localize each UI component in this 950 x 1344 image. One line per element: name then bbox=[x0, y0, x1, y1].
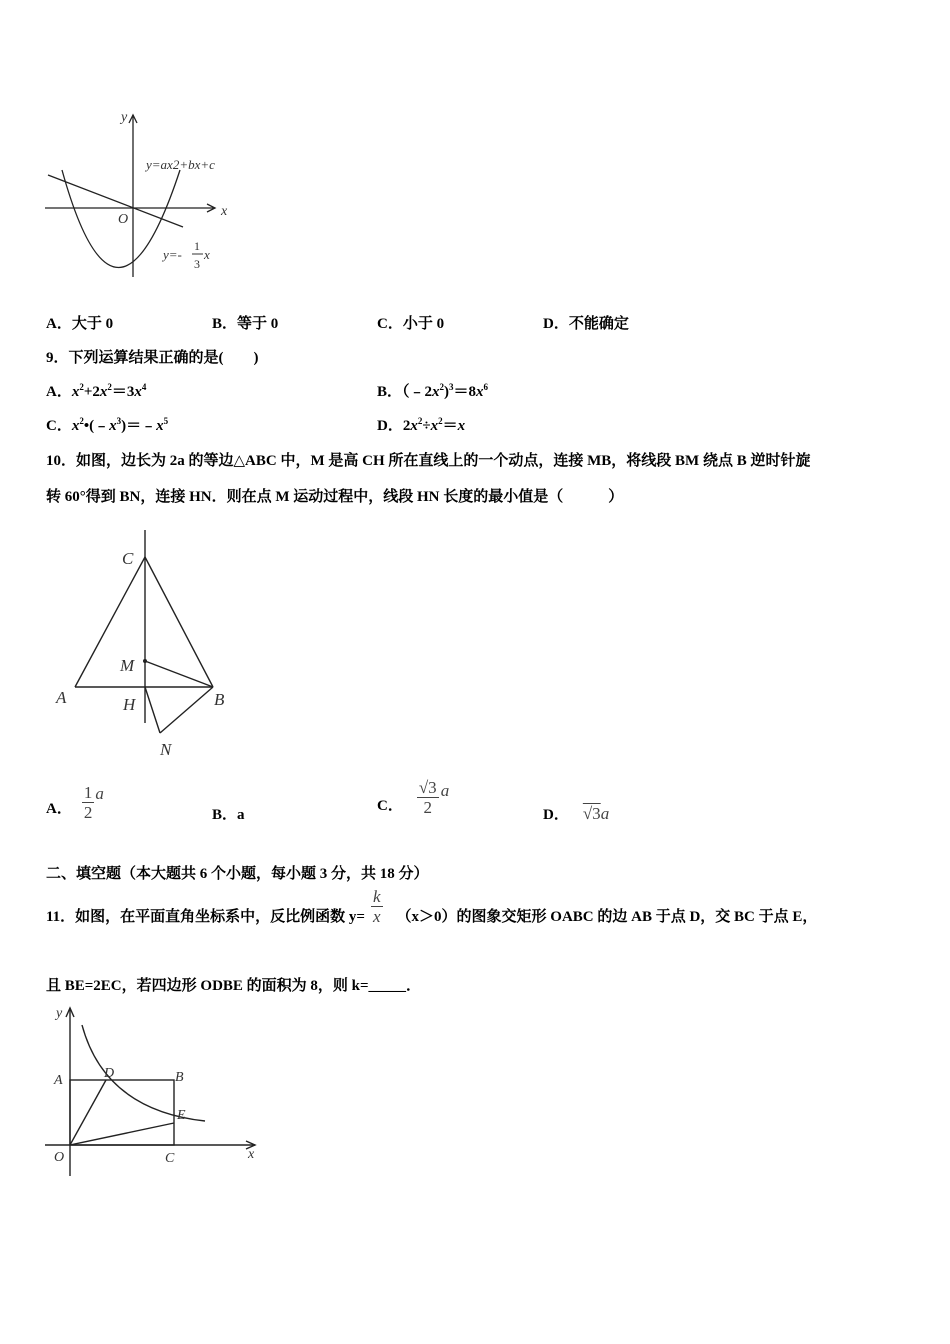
q11-label-e: E bbox=[177, 1108, 186, 1123]
q8-option-d[interactable]: D．不能确定 bbox=[543, 316, 629, 332]
q8-y-label: y bbox=[121, 110, 128, 125]
q10-point-m bbox=[143, 659, 147, 663]
q10-label-n: N bbox=[160, 740, 172, 759]
q9-stem: 9．下列运算结果正确的是( ) bbox=[46, 350, 259, 366]
q9-option-b[interactable]: B．$(﹣2x^2)^3=8x^6$ bbox=[377, 382, 489, 400]
q11-label-x: x bbox=[248, 1147, 255, 1162]
q9-option-d[interactable]: D．$2x^2\div x^2=x$ bbox=[377, 416, 466, 434]
q8-figure bbox=[40, 105, 245, 280]
q11-hyperbola bbox=[82, 1025, 205, 1121]
q8-parabola-label: y=ax2+bx+c bbox=[146, 157, 215, 172]
q8-line bbox=[48, 175, 183, 227]
q10-segment-hn bbox=[145, 687, 160, 733]
q10-label-b: B bbox=[214, 690, 225, 709]
q10-option-d[interactable]: D． √3a bbox=[543, 804, 610, 823]
q11-fraction: $\frac{k}{x}$ bbox=[372, 887, 381, 926]
q11-stem-line2: 且 BE=2EC，若四边形 ODBE 的面积为 8，则 k=_____． bbox=[46, 978, 422, 994]
q10-figure bbox=[50, 525, 245, 765]
q11-stem-line1: 11．如图，在平面直角坐标系中，反比例函数 y= $\frac{k}{x}$ （x＞0）的图象交矩形 OABC 的边 AB 于点 D，交 BC 于点 E， bbox=[46, 887, 818, 926]
q10-label-c: C bbox=[122, 549, 134, 568]
q10-side-ca bbox=[75, 557, 145, 687]
q8-option-c[interactable]: C．小于 0 bbox=[377, 316, 445, 332]
q8-line-den: 3 bbox=[194, 257, 200, 271]
q11-label-d: D bbox=[104, 1066, 115, 1081]
q11-label-a: A bbox=[54, 1073, 63, 1088]
q11-label-c: C bbox=[165, 1151, 175, 1166]
q8-option-b[interactable]: B．等于 0 bbox=[212, 316, 279, 332]
q11-label-y: y bbox=[56, 1006, 63, 1021]
q10-option-b[interactable]: B．a bbox=[212, 807, 245, 823]
q10-label-m: M bbox=[120, 656, 135, 675]
q11-label-o: O bbox=[54, 1150, 65, 1165]
q10-side-cb bbox=[145, 557, 213, 687]
q10-label-a: A bbox=[56, 688, 67, 707]
q11-segment-od bbox=[70, 1080, 106, 1145]
q9-option-c[interactable]: C．$x^2•(﹣x^3)=﹣x^5$ bbox=[46, 416, 169, 434]
section-2-title: 二、填空题（本大题共 6 个小题，每小题 3 分，共 18 分） bbox=[46, 866, 429, 882]
q10-stem-line1: 10．如图，边长为 2a 的等边△ABC 中，M 是高 CH 所在直线上的一个动点，连接 MB，将线段 BM 绕点 B 逆时针旋 bbox=[46, 453, 811, 469]
q11-segment-oe bbox=[70, 1123, 174, 1145]
q11-figure bbox=[40, 1000, 270, 1185]
q8-x-label: x bbox=[221, 204, 228, 219]
q8-option-a[interactable]: A．大于 0 bbox=[46, 316, 114, 332]
q11-label-b: B bbox=[175, 1070, 184, 1085]
q10-segment-bn bbox=[160, 687, 213, 733]
q8-line-label-prefix: y=- bbox=[163, 247, 182, 262]
q10-segment-mb bbox=[145, 661, 213, 687]
q10-option-a[interactable]: A． $\frac{1}{2}$ a bbox=[46, 783, 104, 822]
q10-option-c[interactable]: C． $\frac{√3}{2}$ a bbox=[377, 778, 450, 817]
q10-label-h: H bbox=[123, 695, 136, 714]
q10-stem-line2: 转 60°得到 BN，连接 HN．则在点 M 运动过程中，线段 HN 长度的最小值是（ ） bbox=[46, 489, 624, 505]
q9-option-a[interactable]: A．$x^2+2x^2=3x^4$ bbox=[46, 382, 147, 400]
q8-origin-label: O bbox=[118, 212, 129, 227]
q8-line-num: 1 bbox=[194, 239, 200, 253]
q8-line-label-suffix: x bbox=[204, 247, 210, 262]
